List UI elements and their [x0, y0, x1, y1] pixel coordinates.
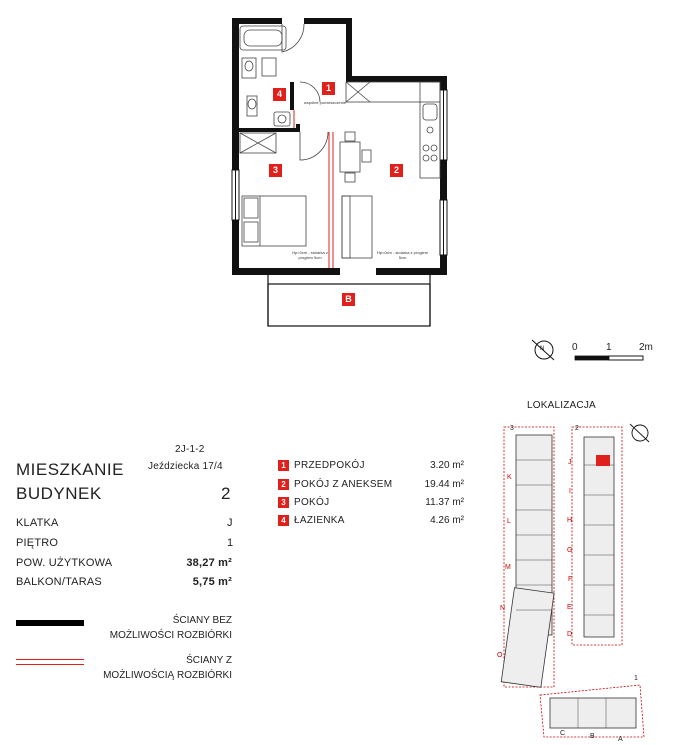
room-area-3: 11.37 m²	[425, 497, 464, 508]
room-name-1: PRZEDPOKÓJ	[294, 460, 365, 471]
stairwell-o: O	[497, 652, 503, 659]
plan-room-badge-1: 1	[322, 82, 335, 95]
location-highlight	[596, 455, 610, 466]
location-title: LOKALIZACJA	[527, 400, 596, 411]
stairwell-l: L	[507, 518, 511, 525]
plan-room-badge-balcony: B	[342, 293, 355, 306]
room-area-2: 19.44 m²	[424, 479, 464, 490]
legend-solid-wall-swatch	[16, 620, 84, 626]
legend-red-wall-swatch	[16, 659, 84, 665]
stairwell-j: J	[568, 459, 572, 466]
stairwell-h: H	[567, 517, 573, 524]
stairwell-b: B	[590, 733, 595, 740]
compass-label: N	[540, 346, 545, 352]
stairwell-n: N	[500, 605, 506, 612]
legend-solid-wall-text: ŚCIANY BEZ MOŻLIWOŚCI ROZBIÓRKI	[109, 615, 232, 641]
stairwell-k: K	[507, 474, 512, 481]
room-area-4: 4.26 m²	[430, 515, 464, 526]
scale-label-0: 0	[572, 342, 578, 353]
stairwell-a: A	[618, 736, 623, 743]
location-building-2: 2	[575, 425, 579, 432]
sill-note-1: Hp=0cm - stolarka z progiem 5cm	[292, 250, 328, 260]
location-building-1: 1	[634, 675, 638, 682]
building-label: BUDYNEK	[16, 484, 102, 503]
detail-label-pietro: PIĘTRO	[16, 537, 59, 549]
detail-label-balcony: BALKON/TARAS	[16, 576, 102, 588]
room-name-2: POKÓJ Z ANEKSEM	[294, 479, 393, 490]
vent-note: wspólne pomieszczenie	[303, 100, 347, 105]
room-badge-4: 4	[278, 515, 289, 526]
room-name-3: POKÓJ	[294, 497, 330, 508]
detail-value-area: 38,27 m²	[186, 557, 232, 569]
scale-label-1: 1	[606, 342, 612, 353]
apartment-address: Jeździecka 17/4	[148, 461, 223, 472]
building-value: 2	[221, 484, 231, 503]
detail-value-klatka: J	[227, 517, 233, 529]
apartment-label: MIESZKANIE	[16, 460, 124, 479]
stairwell-d: D	[567, 631, 573, 638]
stairwell-c: C	[560, 730, 566, 737]
legend-red-wall-text: ŚCIANY Z MOŻLIWOŚCIĄ ROZBIÓRKI	[103, 655, 232, 681]
stairwell-i: I	[569, 488, 571, 495]
scale-label-2: 2m	[639, 342, 653, 353]
location-building-3: 3	[510, 425, 514, 432]
detail-label-area: POW. UŻYTKOWA	[16, 557, 113, 569]
detail-label-klatka: KLATKA	[16, 517, 59, 529]
apartment-code: 2J-1-2	[175, 444, 205, 455]
room-badge-2: 2	[278, 479, 289, 490]
sill-note-2: Hp=0cm - stolarka z progiem 5cm	[376, 250, 429, 260]
plan-room-badge-4: 4	[273, 88, 286, 101]
room-badge-3: 3	[278, 497, 289, 508]
stairwell-g: G	[567, 547, 573, 554]
detail-value-pietro: 1	[227, 537, 234, 549]
plan-room-badge-3: 3	[269, 164, 282, 177]
stairwell-f: F	[568, 576, 573, 583]
room-name-4: ŁAZIENKA	[294, 515, 345, 526]
stairwell-e: E	[567, 604, 572, 611]
stairwell-m: M	[505, 564, 511, 571]
room-badge-1: 1	[278, 460, 289, 471]
detail-value-balcony: 5,75 m²	[192, 576, 232, 588]
room-area-1: 3.20 m²	[430, 460, 464, 471]
plan-room-badge-2: 2	[390, 164, 403, 177]
location-map	[480, 415, 678, 745]
